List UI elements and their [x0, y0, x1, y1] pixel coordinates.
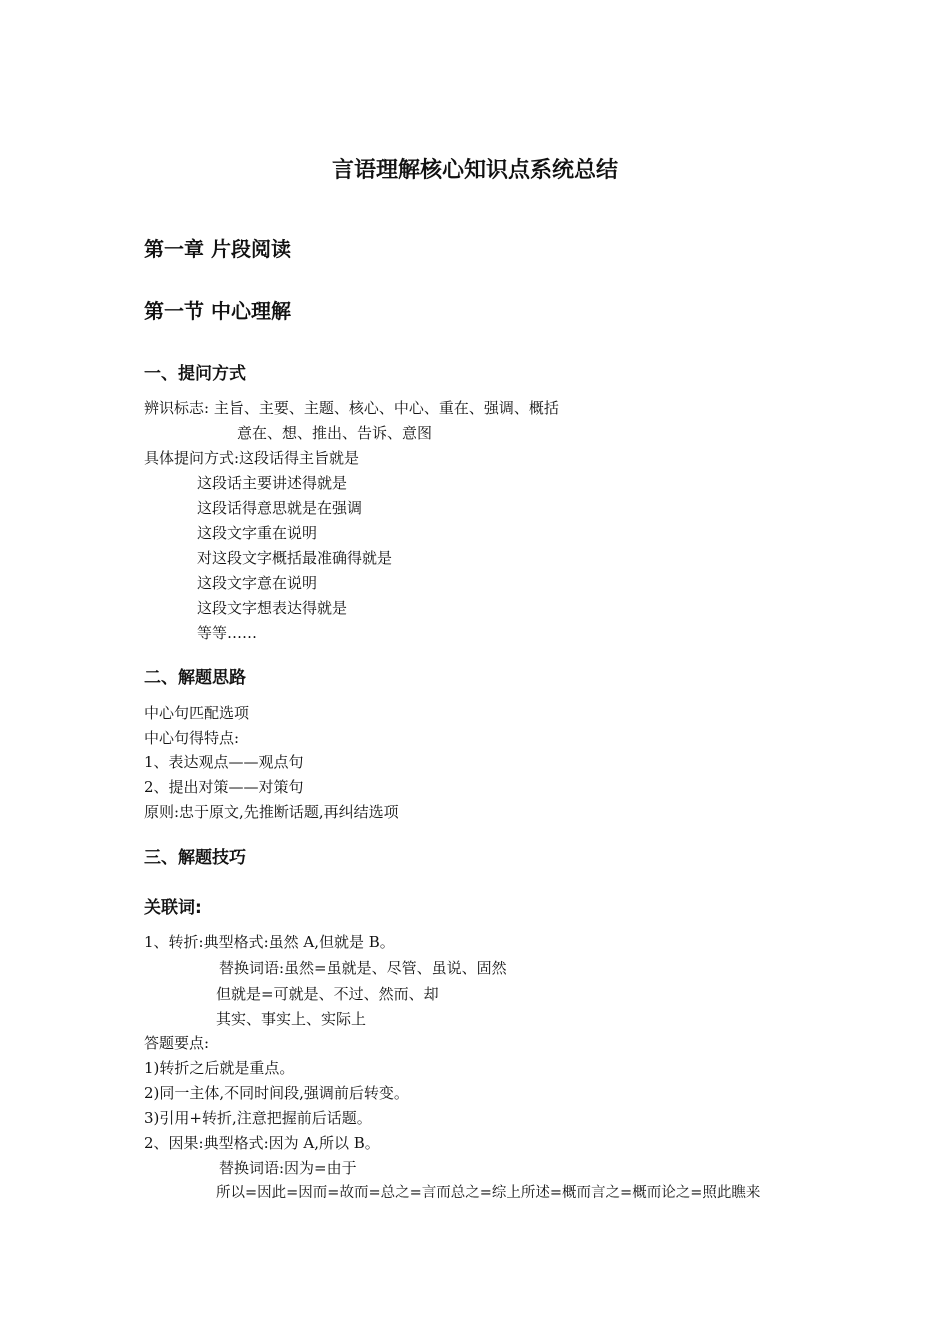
- chapter-heading: 第一章 片段阅读: [144, 237, 291, 261]
- document-title: 言语理解核心知识点系统总结: [331, 158, 618, 183]
- approach-line: 1、表达观点——观点句: [144, 753, 304, 771]
- ask-intro: 具体提问方式:这段话得主旨就是: [144, 449, 360, 467]
- part2-heading: 二、解题思路: [144, 668, 246, 688]
- cause-line-2: 替换词语:因为=由于: [219, 1159, 357, 1177]
- marker-line-2: 意在、想、推出、告诉、意图: [237, 424, 433, 442]
- turn-line-4: 其实、事实上、实际上: [216, 1010, 367, 1028]
- approach-line: 中心句匹配选项: [144, 704, 250, 722]
- answer-point: 3)引用+转折,注意把握前后话题。: [144, 1109, 372, 1127]
- ask-item: 这段文字想表达得就是: [197, 599, 348, 617]
- part3-heading: 三、解题技巧: [144, 848, 246, 868]
- ask-item: 这段话得意思就是在强调: [197, 499, 363, 517]
- ask-item: 这段文字意在说明: [197, 574, 318, 592]
- ask-item: 等等……: [197, 624, 258, 642]
- ask-item: 对这段文字概括最准确得就是: [197, 549, 393, 567]
- part1-heading: 一、提问方式: [144, 364, 246, 384]
- answer-points-label: 答题要点:: [144, 1034, 210, 1052]
- turn-line-1: 1、转折:典型格式:虽然 A,但就是 B。: [144, 933, 395, 951]
- ask-item: 这段话主要讲述得就是: [197, 474, 348, 492]
- turn-line-3: 但就是=可就是、不过、然而、却: [216, 985, 439, 1003]
- section-heading: 第一节 中心理解: [144, 299, 291, 323]
- conjunctions-heading: 关联词:: [144, 898, 202, 918]
- approach-line: 中心句得特点:: [144, 729, 240, 747]
- answer-point: 1)转折之后就是重点。: [144, 1059, 295, 1077]
- approach-line: 原则:忠于原文,先推断话题,再纠结选项: [144, 803, 399, 821]
- turn-line-2: 替换词语:虽然=虽就是、尽管、虽说、固然: [219, 959, 507, 977]
- approach-line: 2、提出对策——对策句: [144, 778, 304, 796]
- cause-line-1: 2、因果:典型格式:因为 A,所以 B。: [144, 1134, 380, 1152]
- answer-point: 2)同一主体,不同时间段,强调前后转变。: [144, 1084, 409, 1102]
- ask-item: 这段文字重在说明: [197, 524, 318, 542]
- cause-line-3: 所以=因此=因而=故而=总之=言而总之=综上所述=概而言之=概而论之=照此瞧来: [216, 1185, 761, 1201]
- marker-line-1: 辨识标志: 主旨、主要、主题、核心、中心、重在、强调、概括: [144, 399, 559, 417]
